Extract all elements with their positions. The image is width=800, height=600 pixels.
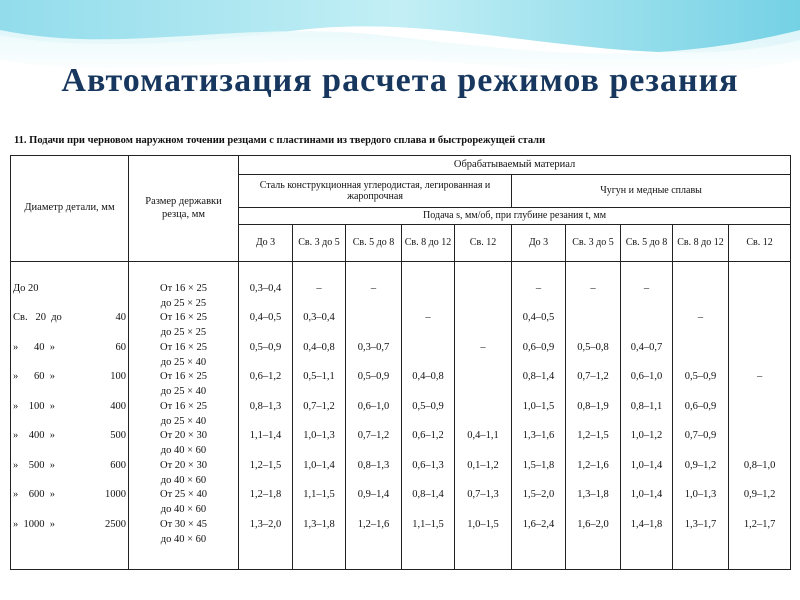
header-depth-iron-5to8: Св. 5 до 8	[621, 225, 673, 262]
table-cell-empty	[348, 312, 399, 342]
table-cell: 1,1–1,4	[249, 430, 282, 442]
header-feed: Подача s, мм/об, при глубине резания t, мм	[239, 208, 791, 225]
table-cell: 0,9–1,2	[743, 489, 776, 501]
table-cell: 0,3–0,4	[249, 282, 282, 294]
header-depth-steel-5to8: Св. 5 до 8	[346, 225, 402, 262]
table-cell: 0,8–1,3	[357, 459, 390, 471]
header-depth-iron-3to5: Св. 3 до 5	[566, 225, 621, 262]
table-cell: 1,6–2,0	[577, 518, 609, 530]
column-diameter-values	[11, 262, 129, 570]
header-holder-size: Размер державки резца, мм	[129, 156, 239, 262]
holder-row: От 16 × 25 до 25 × 40	[160, 371, 207, 397]
header-depth-iron-8to12: Св. 8 до 12	[673, 225, 729, 262]
header-depth-iron-upto3: До 3	[512, 225, 566, 262]
header-cast-iron: Чугун и медные сплавы	[512, 175, 791, 208]
header-depth-steel-3to5: Св. 3 до 5	[293, 225, 346, 262]
table-cell: 0,6–0,9	[684, 400, 717, 412]
table-cell: 0,6–1,2	[249, 371, 282, 383]
table-cell-empty	[404, 342, 452, 372]
table-cell: 0,6–1,0	[630, 371, 663, 383]
table-cell: 1,0–1,5	[522, 400, 555, 412]
table-cell: 1,2–1,6	[577, 459, 609, 471]
table-cell: 0,8–1,4	[412, 489, 444, 501]
diameter-row: Св. 20 до 40	[13, 312, 126, 324]
holder-row: От 16 × 25 до 25 × 40	[160, 400, 207, 427]
table-cell: –	[316, 282, 322, 294]
table-cell: 1,3–1,8	[577, 489, 609, 501]
holder-row: От 20 × 30 до 40 × 60	[160, 430, 207, 456]
slide-title: Автоматизация расчета режимов резания	[61, 62, 739, 99]
table-cell: –	[370, 282, 377, 294]
header-depth-steel-over12: Св. 12	[455, 225, 512, 262]
table-cell: 1,2–1,5	[577, 430, 609, 442]
table-cell-empty	[457, 371, 509, 401]
table-cell: –	[697, 312, 704, 324]
table-cell: 0,6–1,2	[412, 430, 444, 442]
table-cell: 0,4–0,8	[412, 371, 444, 383]
column-iron-8to12	[673, 262, 729, 570]
table-cell: 0,4–0,7	[630, 341, 663, 353]
table-cell: 1,0–1,4	[630, 489, 663, 501]
holder-row: От 25 × 40 до 40 × 60	[160, 489, 207, 515]
header-steel: Сталь конструкционная углеродистая, легированная и жаропрочная	[239, 175, 512, 208]
table-cell: 1,3–1,7	[684, 518, 717, 530]
table-cell: 0,5–0,9	[684, 371, 717, 383]
table-cell: 1,4–1,8	[630, 518, 663, 530]
header-depth-steel-8to12: Св. 8 до 12	[402, 225, 455, 262]
table-cell-empty	[731, 312, 788, 342]
table-cell: 0,4–0,5	[522, 312, 555, 324]
table-cell: 0,9–1,2	[684, 459, 717, 471]
holder-row: От 16 × 25 до 25 × 25	[160, 312, 207, 338]
table-cell: 1,2–1,8	[249, 489, 282, 501]
diameter-row: » 40 » 60	[13, 341, 126, 353]
table-cell: 1,0–1,3	[684, 489, 717, 501]
table-cell: 1,0–1,2	[630, 430, 663, 442]
diameter-row: » 60 » 100	[13, 371, 126, 383]
header-material: Обрабатываемый материал	[239, 156, 791, 175]
table-cell: –	[425, 312, 431, 324]
table-cell-empty	[731, 430, 788, 460]
table-cell: 1,0–1,5	[467, 518, 499, 530]
diameter-row: » 1000 » 2500	[13, 518, 126, 530]
diameter-row: » 600 » 1000	[13, 489, 126, 501]
feed-rate-table	[10, 155, 791, 570]
holder-row: От 30 × 45 до 40 × 60	[160, 518, 207, 545]
header-depth-steel-upto3: До 3	[239, 225, 293, 262]
table-cell-empty	[457, 312, 509, 342]
table-cell-empty	[731, 401, 788, 431]
table-cell: 0,5–0,8	[577, 341, 609, 353]
table-cell: 0,5–0,9	[357, 371, 390, 383]
table-cell: 0,7–1,2	[577, 371, 609, 383]
table-cell: 1,1–1,5	[303, 489, 335, 501]
table-cell: 0,9–1,4	[357, 489, 390, 501]
table-cell: 0,7–1,3	[467, 489, 499, 501]
table-cell: 1,2–1,7	[743, 518, 776, 530]
table-cell-empty	[404, 283, 452, 313]
column-iron-3to5	[566, 262, 621, 570]
table-caption: 11. Подачи при черновом наружном точении резцами с пластинами из твердого сплава и быстрорежущей стали	[14, 135, 546, 146]
table-cell: 1,3–1,6	[522, 430, 555, 442]
table-cell: 1,6–2,4	[522, 518, 555, 530]
table-cell: 1,5–2,0	[522, 489, 555, 501]
table-cell: 1,2–1,6	[357, 518, 390, 530]
table-cell: 0,6–0,9	[522, 341, 555, 353]
table-cell: 0,1–1,2	[467, 459, 499, 471]
diameter-row: » 400 » 500	[13, 430, 126, 442]
table-cell-empty	[568, 312, 618, 342]
table-cell: 1,3–1,8	[303, 518, 335, 530]
table-cell: 1,0–1,4	[303, 459, 335, 471]
table-cell-empty	[731, 342, 788, 372]
column-iron-upto3	[512, 262, 566, 570]
table-cell: 0,7–1,2	[303, 400, 335, 412]
table-cell: 0,5–0,9	[412, 400, 444, 412]
diameter-row: » 100 » 400	[13, 400, 126, 412]
table-cell: 1,3–2,0	[249, 518, 282, 530]
header-diameter: Диаметр детали, мм	[11, 156, 129, 262]
table-cell-empty	[675, 283, 726, 313]
column-steel-8to12	[402, 262, 455, 570]
table-cell: –	[480, 341, 486, 353]
table-cell: 0,4–1,1	[467, 430, 499, 442]
column-holder-values	[129, 262, 239, 570]
table-cell-empty	[457, 283, 509, 313]
table-cell: 0,4–0,5	[249, 312, 282, 324]
table-cell: –	[756, 371, 763, 383]
table-cell-empty	[675, 342, 726, 372]
column-steel-over12	[455, 262, 512, 570]
table-cell: 0,5–0,9	[249, 341, 282, 353]
table-cell-empty	[731, 283, 788, 313]
table-cell: 0,5–1,1	[303, 371, 335, 383]
table-cell-empty	[623, 312, 670, 342]
table-cell: –	[590, 282, 596, 294]
table-cell: 1,1–1,5	[412, 518, 444, 530]
holder-row: От 16 × 25 до 25 × 25	[160, 282, 207, 309]
table-cell: 1,0–1,3	[303, 430, 335, 442]
holder-row: От 16 × 25 до 25 × 40	[160, 341, 207, 368]
table-cell: –	[643, 282, 650, 294]
column-steel-3to5	[293, 262, 346, 570]
table-cell: 1,5–1,8	[522, 459, 555, 471]
table-cell: 0,8–1,0	[743, 459, 776, 471]
diameter-row: » 500 » 600	[13, 459, 126, 471]
table-cell: 0,3–0,4	[303, 312, 335, 324]
column-steel-upto3	[239, 262, 293, 570]
table-cell: 0,7–1,2	[357, 430, 390, 442]
diameter-row: До 20	[13, 282, 39, 294]
table-cell: 0,6–1,0	[357, 400, 390, 412]
table-cell: 0,8–1,3	[249, 400, 282, 412]
table-cell: 0,6–1,3	[412, 459, 444, 471]
column-steel-5to8	[346, 262, 402, 570]
table-cell: 0,3–0,7	[357, 341, 390, 353]
table-cell: 0,8–1,1	[630, 400, 663, 412]
table-cell: –	[535, 282, 542, 294]
header-depth-iron-over12: Св. 12	[729, 225, 791, 262]
table-cell: 0,4–0,8	[303, 341, 335, 353]
holder-row: От 20 × 30 до 40 × 60	[160, 459, 207, 486]
table-cell: 0,7–0,9	[684, 430, 717, 442]
table-cell: 0,8–1,4	[522, 371, 555, 383]
column-iron-over12	[729, 262, 791, 570]
table-cell: 0,8–1,9	[577, 400, 609, 412]
table-cell: 1,0–1,4	[630, 459, 663, 471]
table-cell: 1,2–1,5	[249, 459, 282, 471]
table-cell-empty	[457, 401, 509, 431]
column-iron-5to8	[621, 262, 673, 570]
